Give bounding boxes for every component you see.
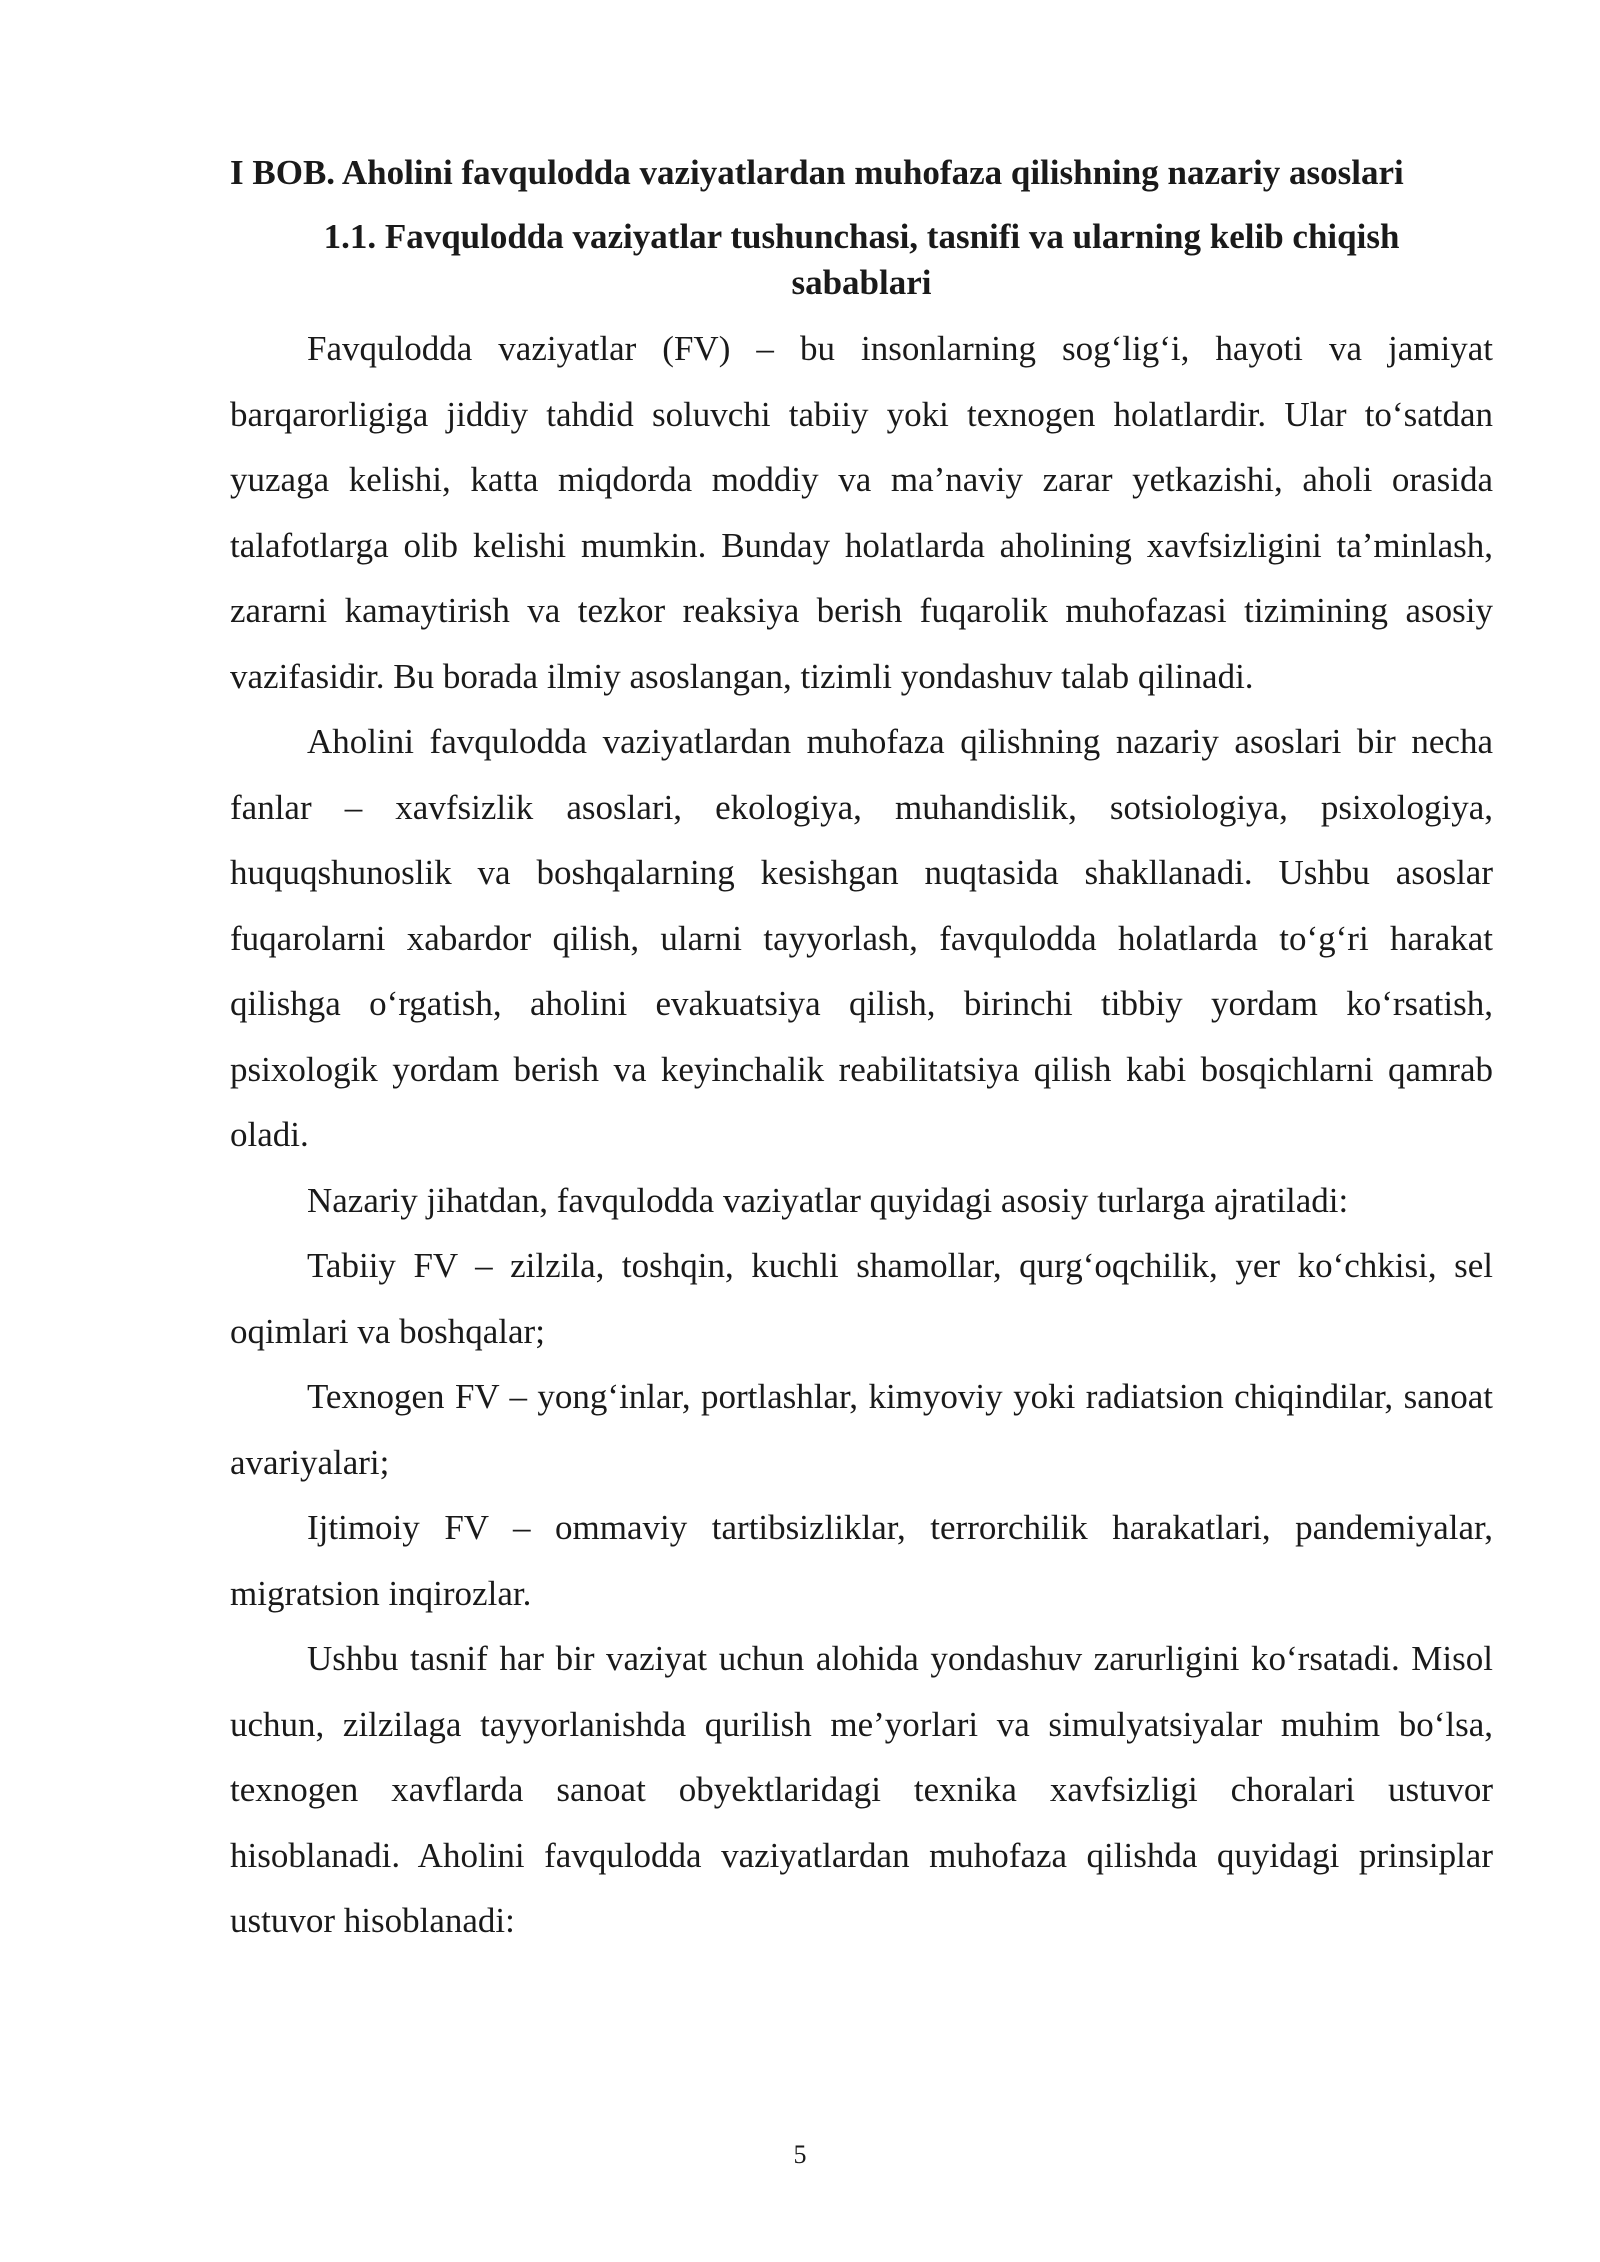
paragraph-classification-principles: Ushbu tasnif har bir vaziyat uchun alohida yondashuv zarurligini ko‘rsatadi. Misol uchun, zilzilaga tayyorlanishda qurilish me’yorlari va simulyatsiyalar muhim bo‘lsa, texnogen xavflarda sanoat obyektlaridagi texnika xavfsizligi choralari ustuvor hisoblanadi. Aholini favqulodda vaziyatlardan muhofaza qilishda quyidagi prinsiplar ustuvor hisoblanadi:: [230, 1639, 1493, 1940]
section-title: [230, 214, 1493, 306]
paragraph-theoretical-basis: Aholini favqulodda vaziyatlardan muhofaza qilishning nazariy asoslari bir necha fanlar – xavfsizlik asoslari, ekologiya, muhandislik, sotsiologiya, psixologiya, huquqshunoslik va boshqalarning kesishgan nuqtasida shakllanadi. Ushbu asoslar fuqarolarni xabardor qilish, ularni tayyorlash, favqulodda holatlarda to‘g‘ri harakat qilishga o‘rgatish, aholini evakuatsiya qilish, birinchi tibbiy yordam ko‘rsatish, psixologik yordam berish va keyinchalik reabilitatsiya qilish kabi bosqichlarni qamrab oladi.: [230, 722, 1493, 1154]
section-title-line-2: sabablari: [791, 263, 932, 302]
paragraph-natural-fv: Tabiiy FV – zilzila, toshqin, kuchli shamollar, qurg‘oqchilik, yer ko‘chkisi, sel oqimlari va boshqalar;: [230, 1246, 1493, 1351]
page-number: 5: [793, 2140, 807, 2169]
paragraph-types-intro: Nazariy jihatdan, favqulodda vaziyatlar quyidagi asosiy turlarga ajratiladi:: [307, 1180, 1349, 1220]
section-title-line-1: 1.1. Favqulodda vaziyatlar tushunchasi, tasnifi va ularning kelib chiqish: [323, 217, 1400, 256]
paragraph-technogenic-fv: Texnogen FV – yong‘inlar, portlashlar, kimyoviy yoki radiatsion chiqindilar, sanoat avariyalari;: [230, 1377, 1493, 1482]
paragraph-fv-definition: Favqulodda vaziyatlar (FV) – bu insonlarning sog‘lig‘i, hayoti va jamiyat barqarorligiga jiddiy tahdid soluvchi tabiiy yoki texnogen holatlardir. Ular to‘satdan yuzaga kelishi, katta miqdorda moddiy va ma’naviy zarar yetkazishi, aholi orasida talafotlarga olib kelishi mumkin. Bunday holatlarda aholining xavfsizligini ta’minlash, zararni kamaytirish va tezkor reaksiya berish fuqarolik muhofazasi tizimining asosiy vazifasidir. Bu borada ilmiy asoslangan, tizimli yondashuv talab qilinadi.: [230, 329, 1493, 696]
document-page: [230, 150, 1493, 1954]
chapter-title: I BOB. Aholini favqulodda vaziyatlardan muhofaza qilishning nazariy asoslari: [230, 153, 1404, 192]
paragraph-social-fv: Ijtimoiy FV – ommaviy tartibsizliklar, terrorchilik harakatlari, pandemiyalar, migratsion inqirozlar.: [230, 1508, 1493, 1613]
